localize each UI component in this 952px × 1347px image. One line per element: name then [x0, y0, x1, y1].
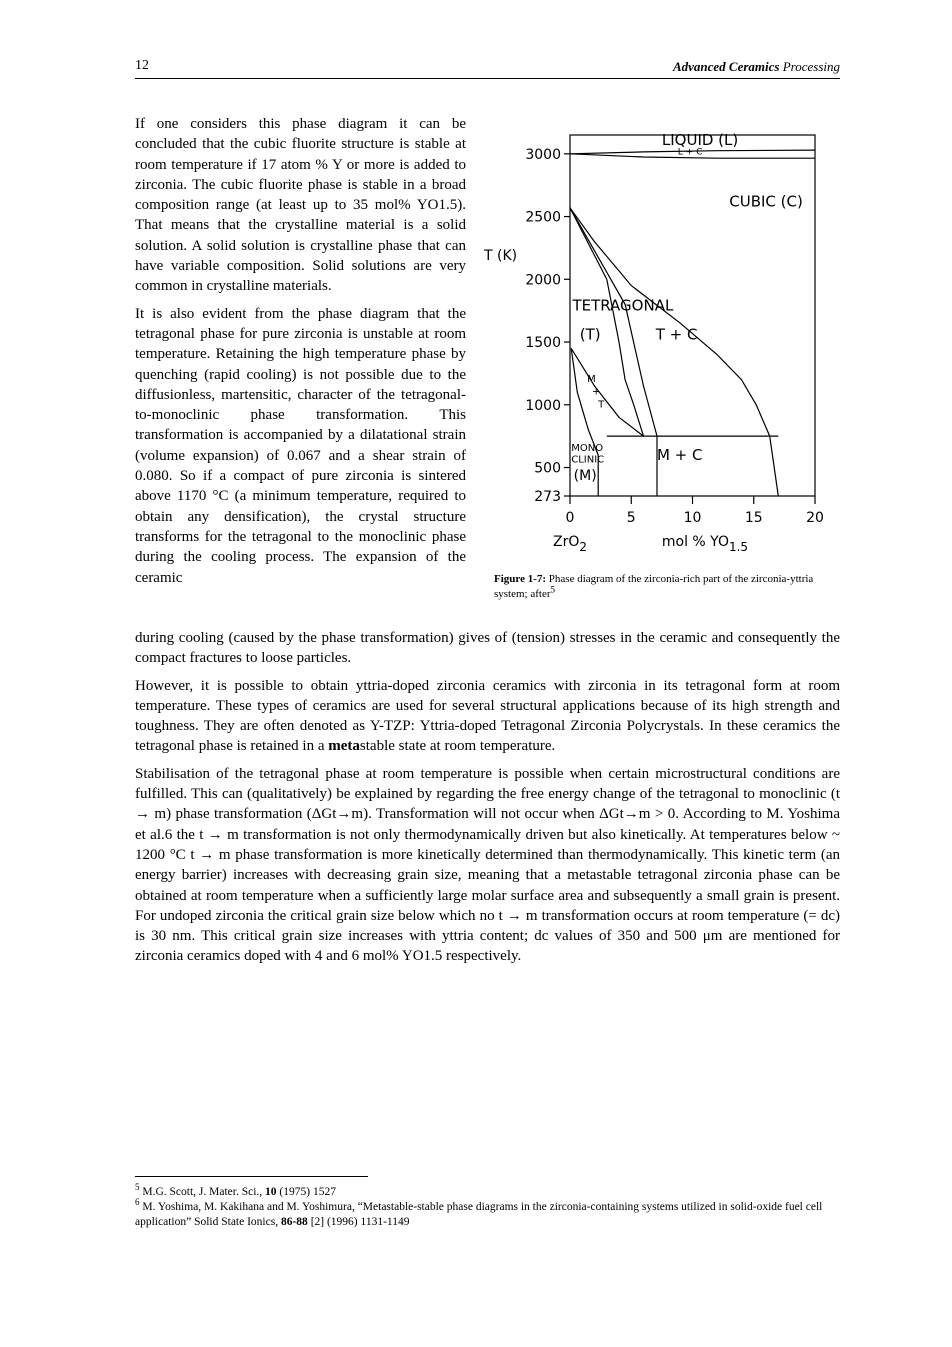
phase-diagram — [478, 130, 838, 570]
region-label-m-t: + — [592, 386, 601, 398]
footnote-rule — [135, 1176, 368, 1177]
footnote: $^5$ M.G. Scott, J. Mater. Sci., 10 (1975) 1527 — [135, 1182, 336, 1198]
phase-diagram-figure — [478, 130, 838, 610]
region-label-m-t: M — [587, 374, 596, 386]
region-label-m-c: M + C — [656, 445, 703, 464]
figure-caption: Figure 1-7: Phase diagram of the zirconia-rich part of the zirconia-yttria system; after$^5$ — [494, 573, 814, 600]
region-label-liquid: LIQUID (L) — [661, 131, 739, 150]
region-label-tetragonal: TETRAGONAL — [572, 296, 674, 315]
full-width-text — [135, 628, 840, 974]
region-label-l-c: L + C — [677, 147, 703, 158]
m-t-boundary — [571, 348, 643, 436]
region-label-t-c: T + C — [655, 325, 698, 344]
y-tick-label: 3000 — [525, 146, 561, 163]
y-tick-label: 1500 — [525, 335, 561, 352]
x-tick-label: 0 — [565, 510, 575, 526]
y-tick-label: 273 — [534, 489, 561, 505]
y-tick-label: 500 — [534, 460, 561, 477]
x-tick-label: 15 — [744, 510, 763, 526]
paragraph: If one considers this phase diagram it can be concluded that the cubic fluorite structure is stable at room temperature if 17 atom % Y or more is added to zirconia. The cubic fluorite phase is stable in a broad composition range (at least up to 35 mol% YO1.5). That means that the crystalline material is a solid solution. A solid solution is crystalline phase that can have variable composition. Solid solutions are very common in crystalline materials. — [135, 116, 466, 295]
y-tick-label: 2000 — [525, 272, 561, 289]
paragraph: However, it is possible to obtain yttria-doped zirconia ceramics with zirconia in its tetragonal form at room temperature. These types of ceramics are used for several structural applications because of its high strength and toughness. They are often denoted as Y-TZP: Yttria-doped Tetragonal Zirconia Polycrystals. In these ceramics the tetragonal phase is retained in a metastable state at room temperature. — [135, 677, 840, 755]
region-label-cubic: CUBIC (C) — [729, 192, 803, 211]
x-tick-label: 10 — [683, 510, 702, 526]
region-label-t: (T) — [579, 325, 601, 344]
paragraph: It is also evident from the phase diagram that the tetragonal phase for pure zirconia is unstable at room temperature. Retaining the high temperature phase by quenching (rapid cooling) is not possible due to the diffusionless, martensitic, character of the tetragonal-to-monoclinic phase transformation. This transformation is accompanied by a dilatational strain (volume expansion) of 0.067 and a shear strain of 0.080. So if a compact of pure zirconia is sintered above 1170 °C (a minimum temperature, required to obtain any densification), the crystal structure transforms for the tetragonal to the monoclinic phase during the cooling process. The expansion of the ceramic — [135, 305, 466, 586]
page-number: 12 — [135, 58, 149, 73]
region-label-mono: MONO — [571, 443, 604, 455]
x-axis-label: mol % YO1.5 — [661, 534, 749, 554]
page-header — [135, 58, 840, 79]
y-axis-label: T (K) — [484, 248, 518, 264]
x-origin-label: ZrO2 — [552, 534, 588, 554]
x-tick-label: 5 — [626, 510, 636, 526]
y-tick-label: 1000 — [525, 397, 561, 414]
footnote: $^6$ M. Yoshima, M. Kakihana and M. Yoshimura, “Metastable-stable phase diagrams in the zirconia-containing systems utilized in solid-oxide fuel cell application” Solid State Ionics, 86-88 [2] (1996) 1131-1149 — [135, 1197, 823, 1228]
region-label-m-t: T — [598, 399, 605, 411]
region-label-clinic: CLINIC — [571, 454, 605, 466]
left-column-text — [135, 114, 466, 595]
x-tick-label: 20 — [806, 510, 824, 526]
paragraph: during cooling (caused by the phase transformation) gives of (tension) stresses in the ceramic and consequently the compact fractures to loose particles. — [135, 630, 840, 667]
footnotes — [135, 1176, 840, 1230]
paragraph: Stabilisation of the tetragonal phase at room temperature is possible when certain microstructural conditions are fulfilled. This can (qualitatively) be explained by regarding the free energy change of the tetragonal to monoclinic (t → m) phase transformation (ΔGt→m). Transformation will not occur when ΔGt→m > 0. According to M. Yoshima et al.6 the t → m transformation is not only thermodynamically driven but also kinetically. At temperatures below ~ 1200 °C t → m phase transformation is more kinetically determined than thermodynamically. This kinetic term (an energy barrier) increases with decreasing grain size, meaning that a metastable tetragonal zirconia phase can be obtained at room temperature when a sufficiently large molar surface area and subsequently a small grain is present. For undoped zirconia the critical grain size below which no t → m transformation occurs at room temperature (= dc) is 30 nm. This critical grain size increases with yttria content; dc values of 350 and 500 μm are mentioned for zirconia ceramics doped with 4 and 6 mol% YO1.5 respectively. — [135, 765, 840, 965]
y-tick-label: 2500 — [525, 209, 561, 226]
region-label-m: (M) — [573, 468, 597, 485]
running-title: Advanced Ceramics Processing — [672, 59, 840, 74]
plot-frame — [570, 135, 815, 496]
